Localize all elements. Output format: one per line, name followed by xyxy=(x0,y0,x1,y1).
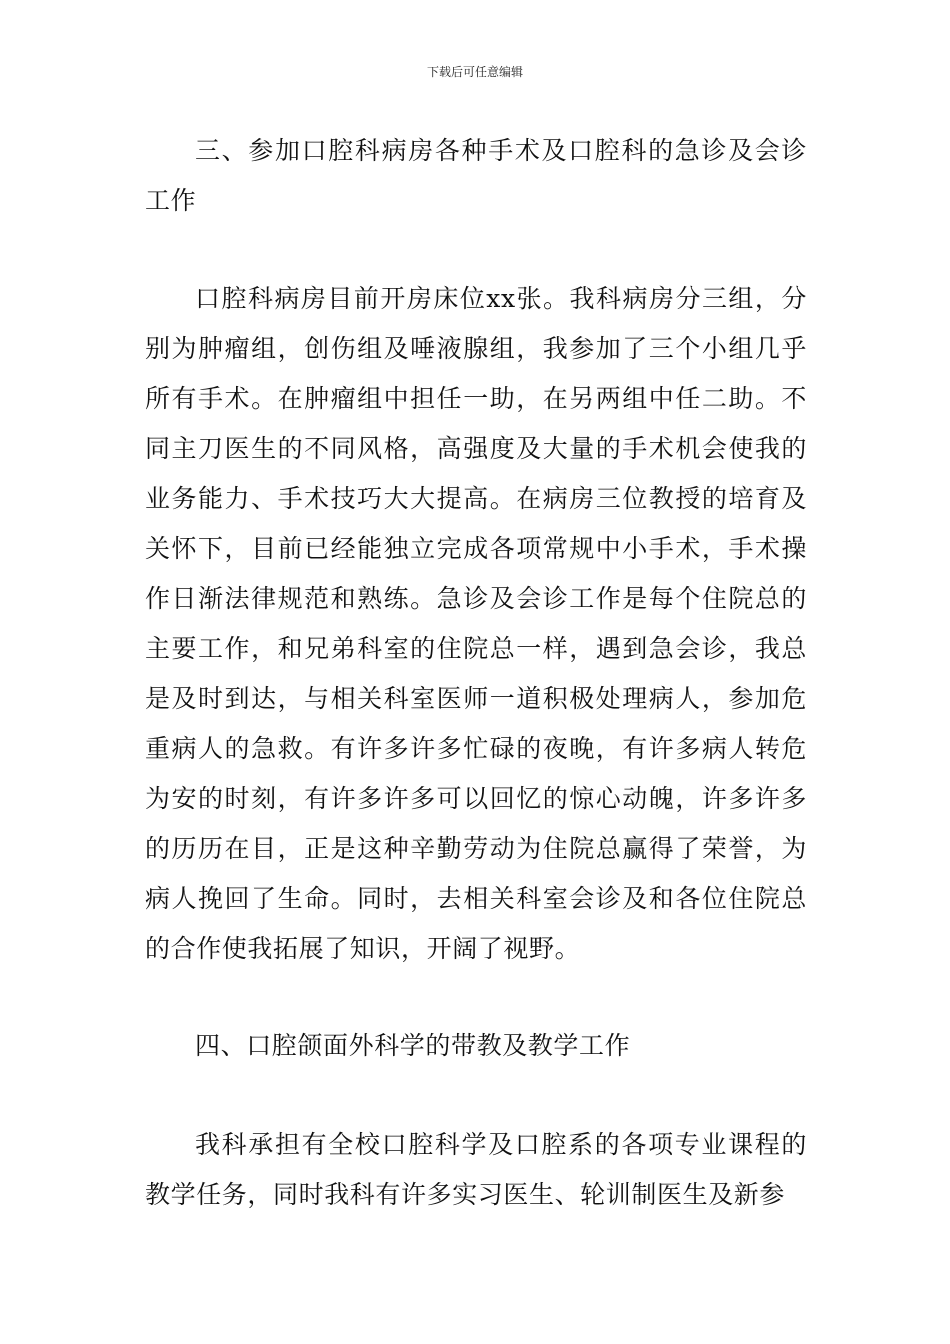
section-body-3: 口腔科病房目前开房床位xx张。我科病房分三组，分别为肿瘤组，创伤组及唾液腺组，我参加了三个小组几乎所有手术。在肿瘤组中担任一助，在另两组中任二助。不同主刀医生的不同风格，高强度及大量的手术机会使我的业务能力、手术技巧大大提高。在病房三位教授的培育及关怀下，目前已经能独立完成各项常规中小手术，手术操作日渐法律规范和熟练。急诊及会诊工作是每个住院总的主要工作，和兄弟科室的住院总一样，遇到急会诊，我总是及时到达，与相关科室医师一道积极处理病人，参加危重病人的急救。有许多许多忙碌的夜晚，有许多病人转危为安的时刻，有许多许多可以回忆的惊心动魄，许多许多的历历在目，正是这种辛勤劳动为住院总赢得了荣誉，为病人挽回了生命。同时，去相关科室会诊及和各位住院总的合作使我拓展了知识，开阔了视野。 xyxy=(145,284,807,963)
section-heading-4: 四、口腔颌面外科学的带教及教学工作 xyxy=(195,1031,631,1060)
section-heading-3: 三、参加口腔科病房各种手术及口腔科的急诊及会诊工作 xyxy=(145,136,807,215)
section-body-4: 我科承担有全校口腔科学及口腔系的各项专业课程的教学任务，同时我科有许多实习医生、轮训制医生及新参 xyxy=(145,1130,807,1209)
page-header-note: 下载后可任意编辑 xyxy=(426,65,523,79)
